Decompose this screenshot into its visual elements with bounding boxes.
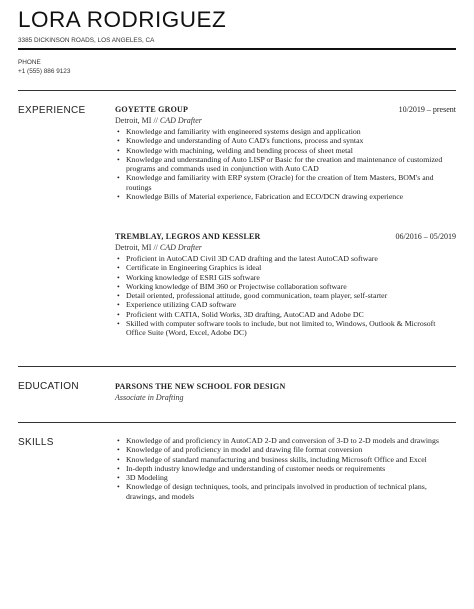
job-role: CAD Drafter [159,243,202,252]
job-location-role [115,115,456,126]
list-item: • Knowledge of design techniques, tools, and principals involved in production of technical plans, drawings, and models [115,482,456,501]
job-entry [115,231,456,338]
list-item: • Certificate in Engineering Graphics is ideal [115,263,456,272]
candidate-name: LORA RODRIGUEZ [18,7,227,32]
list-item: • Knowledge and familiarity with ERP system (Oracle) for the creation of Item Masters, BOM's and routings [115,173,456,192]
list-item: • Knowledge with machining, welding and bending process of sheet metal [115,146,456,155]
list-item: • In-depth industry knowledge and understanding of customer needs or requirements [115,464,456,473]
list-item: • Knowledge and familiarity with engineered systems design and application [115,127,456,136]
list-item: • Knowledge and understanding of Auto CAD's functions, process and syntax [115,136,456,145]
job-location: Detroit, MI [115,116,152,125]
phone-label: PHONE [18,59,41,66]
phone-number: +1 (555) 886 9123 [18,68,71,75]
list-item: • Knowledge and understanding of Auto LISP or Basic for the creation and maintenance of customized programs and commands used in conjunction with Auto CAD [115,155,456,174]
education-heading: EDUCATION [18,381,79,392]
degree-line [115,392,456,403]
job-location: Detroit, MI [115,243,152,252]
list-item: • Working knowledge of ESRI GIS software [115,273,456,282]
education-entry [115,381,456,403]
job-role: CAD Drafter [159,116,202,125]
list-item: • Knowledge of standard manufacturing and business skills, including Microsoft Office and Excel [115,455,456,464]
list-item: • Proficient with CATIA, Solid Works, 3D drafting, AutoCAD and Adobe DC [115,310,456,319]
list-item: • Detail oriented, professional attitude, good communication, team player, self-starter [115,291,456,300]
separator: // [151,243,160,252]
job-company: GOYETTE GROUP [115,105,189,114]
job-dates: 10/2019 – present [398,105,456,114]
section-divider [18,90,456,91]
experience-heading: EXPERIENCE [18,105,86,116]
list-item: • Proficient in AutoCAD Civil 3D CAD drafting and the latest AutoCAD software [115,254,456,263]
job-company: TREMBLAY, LEGROS AND KESSLER [115,232,261,241]
section-divider [18,422,456,423]
job-dates: 06/2016 – 05/2019 [395,232,456,241]
list-item: • Skilled with computer software tools to include, but not limited to, Windows, Outlook & Microsoft Office Suite (Word, Excel, Adobe DC) [115,319,456,338]
skills-heading: SKILLS [18,437,54,448]
candidate-address: 3385 DICKINSON ROADS, LOS ANGELES, CA [18,37,155,44]
job-entry [115,104,456,201]
job-location-role [115,242,456,253]
header-divider [18,48,456,50]
separator: // [151,116,160,125]
list-item: • 3D Modeling [115,473,456,482]
list-item: • Knowledge of and proficiency in model and drawing file format conversion [115,445,456,454]
list-item: • Knowledge Bills of Material experience, Fabrication and ECO/DCN drawing experience [115,192,456,201]
list-item: • Working knowledge of BIM 360 or Projectwise collaboration software [115,282,456,291]
skills-entry [115,435,456,501]
job-bullets [115,127,456,201]
list-item: • Knowledge of and proficiency in AutoCAD 2-D and conversion of 3-D to 2-D models and drawings [115,436,456,445]
section-divider [18,366,456,367]
degree: Associate in Drafting [115,393,184,402]
skills-list [115,436,456,501]
school-name: PARSONS THE NEW SCHOOL FOR DESIGN [115,382,286,391]
list-item: • Experience utilizing CAD software [115,300,456,309]
job-bullets [115,254,456,338]
